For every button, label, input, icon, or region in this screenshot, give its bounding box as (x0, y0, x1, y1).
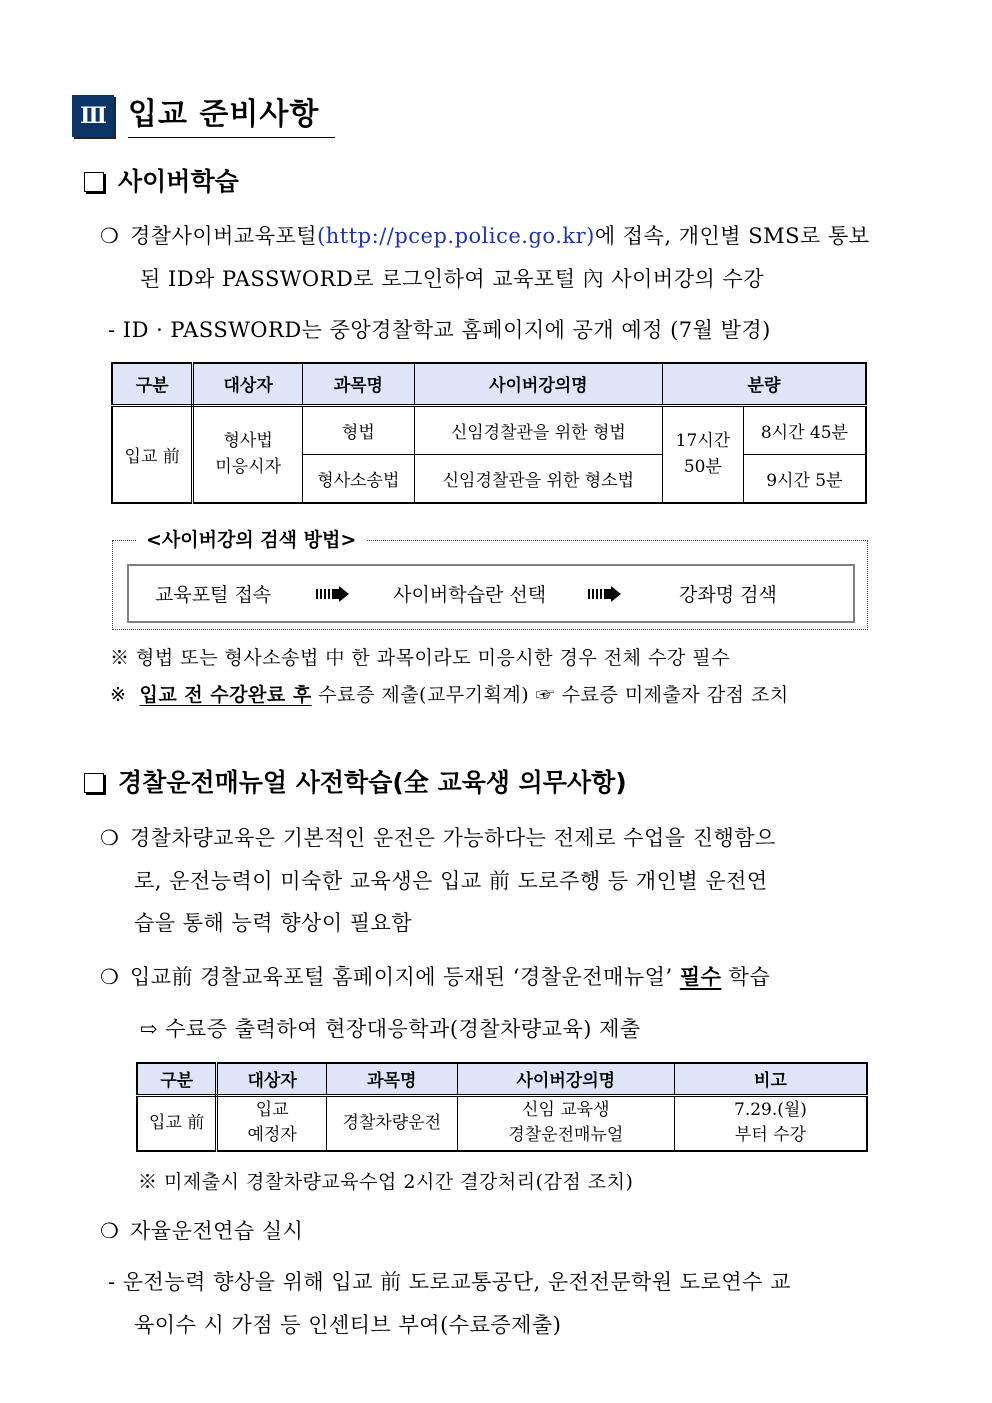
cyber-note-2: ※ 입교 전 수강완료 후 수료증 제출(교무기획계) ☞ 수료증 미제출자 감점 조치 (110, 684, 789, 706)
table-header: 비고 (674, 1063, 867, 1095)
driving-manual-table (136, 1062, 868, 1152)
required-emphasis: 필수 (679, 965, 722, 989)
cyber-learning-heading (84, 166, 239, 198)
table-cell-duration: 8시간 45분 (743, 405, 866, 454)
table-cell-subject: 형사소송법 (303, 454, 415, 503)
table-header: 대상자 (193, 363, 303, 405)
driving-item-1-line-2: 로, 운전능력이 미숙한 교육생은 입교 前 도로주행 등 개인별 운전연 (134, 869, 768, 893)
table-cell-duration: 9시간 5분 (743, 454, 866, 503)
table-cell-subject: 경찰차량운전 (326, 1095, 457, 1151)
cyber-learning-heading-text: 사이버학습 (118, 167, 239, 196)
circle-bullet-icon: ❍ (100, 965, 120, 989)
cyber-sub-note: - ID · PASSWORD는 중앙경찰학교 홈페이지에 공개 예정 (7월 발경) (108, 318, 771, 342)
table-cell-subject: 형법 (303, 405, 415, 454)
table-header: 분량 (662, 363, 866, 405)
flow-step-2: 사이버학습란 선택 (393, 584, 547, 606)
table-cell-course: 신임경찰관을 위한 형법 (414, 405, 662, 454)
driving-item-3: ❍ 자율운전연습 실시 (100, 1216, 303, 1246)
driving-sub-line-2: 육이수 시 가점 등 인센티브 부여(수료증제출) (134, 1313, 562, 1337)
table-cell-course: 신임 교육생 경찰운전매뉴얼 (457, 1095, 674, 1151)
table-header: 사이버강의명 (457, 1063, 674, 1095)
table-cell-target: 입교 예정자 (217, 1095, 327, 1151)
circle-bullet-icon: ❍ (100, 224, 120, 248)
portal-url-link[interactable]: (http://pcep.police.go.kr) (317, 224, 595, 248)
flow-step-3: 강좌명 검색 (679, 584, 777, 606)
underlined-emphasis: 입교 전 수강완료 후 (139, 684, 312, 706)
circle-bullet-icon: ❍ (100, 1219, 120, 1243)
table-header: 사이버강의명 (414, 363, 662, 405)
table-cell-group: 입교 前 (112, 405, 193, 503)
driving-note: ※ 미제출시 경찰차량교육수업 2시간 결강처리(감점 조치) (138, 1171, 634, 1193)
table-cell-target: 형사법 미응시자 (193, 405, 303, 503)
table-header: 과목명 (303, 363, 415, 405)
search-method-title: <사이버강의 검색 방법> (136, 526, 366, 554)
cyber-note-1: ※ 형법 또는 형사소송법 中 한 과목이라도 미응시한 경우 전체 수강 필수 (110, 647, 730, 669)
driving-item-2: ❍ 입교前 경찰교육포털 홈페이지에 등재된 ‘경찰운전매뉴얼’ 필수 학습 (100, 962, 770, 992)
reference-mark: ※ (110, 684, 127, 706)
driving-item-1-line-1: ❍ 경찰차량교육은 기본적인 운전은 가능하다는 전제로 수업을 진행함으 (100, 823, 776, 853)
circle-bullet-icon: ❍ (100, 826, 120, 850)
striped-arrow-icon (588, 586, 621, 602)
checkbox-square-icon (84, 172, 104, 192)
table-header: 과목명 (326, 1063, 457, 1095)
search-method-flow (127, 564, 855, 623)
cyber-item-1-line-1: ❍ 경찰사이버교육포털(http://pcep.police.go.kr)에 접속, 개인별 SMS로 통보 (100, 221, 870, 251)
cyber-item-1-line-2: 된 ID와 PASSWORD로 로그인하여 교육포털 內 사이버강의 수강 (140, 267, 765, 291)
table-header: 대상자 (217, 1063, 327, 1095)
submission-arrow-note: ⇨ 수료증 출력하여 현장대응학과(경찰차량교육) 제출 (140, 1017, 641, 1041)
striped-arrow-icon (316, 586, 349, 602)
driving-manual-heading-text: 경찰운전매뉴얼 사전학습(全 교육생 의무사항) (118, 768, 627, 797)
driving-sub-line-1: - 운전능력 향상을 위해 입교 前 도로교통공단, 운전전문학원 도로연수 교 (108, 1270, 791, 1294)
driving-item-1-line-3: 습을 통해 능력 향상이 필요함 (134, 911, 413, 935)
section-title: 입교 준비사항 (128, 93, 335, 138)
table-cell-remark: 7.29.(월) 부터 수강 (674, 1095, 867, 1151)
table-cell-total: 17시간 50분 (662, 405, 743, 503)
table-header: 구분 (137, 1063, 217, 1095)
checkbox-square-icon (84, 773, 104, 793)
table-cell-course: 신임경찰관을 위한 형소법 (414, 454, 662, 503)
table-header: 구분 (112, 363, 193, 405)
flow-step-1: 교육포털 접속 (155, 584, 272, 606)
cyber-course-table (111, 362, 867, 504)
driving-manual-heading (84, 767, 627, 799)
table-cell-group: 입교 前 (137, 1095, 217, 1151)
section-number-badge: Ⅲ (72, 95, 114, 137)
